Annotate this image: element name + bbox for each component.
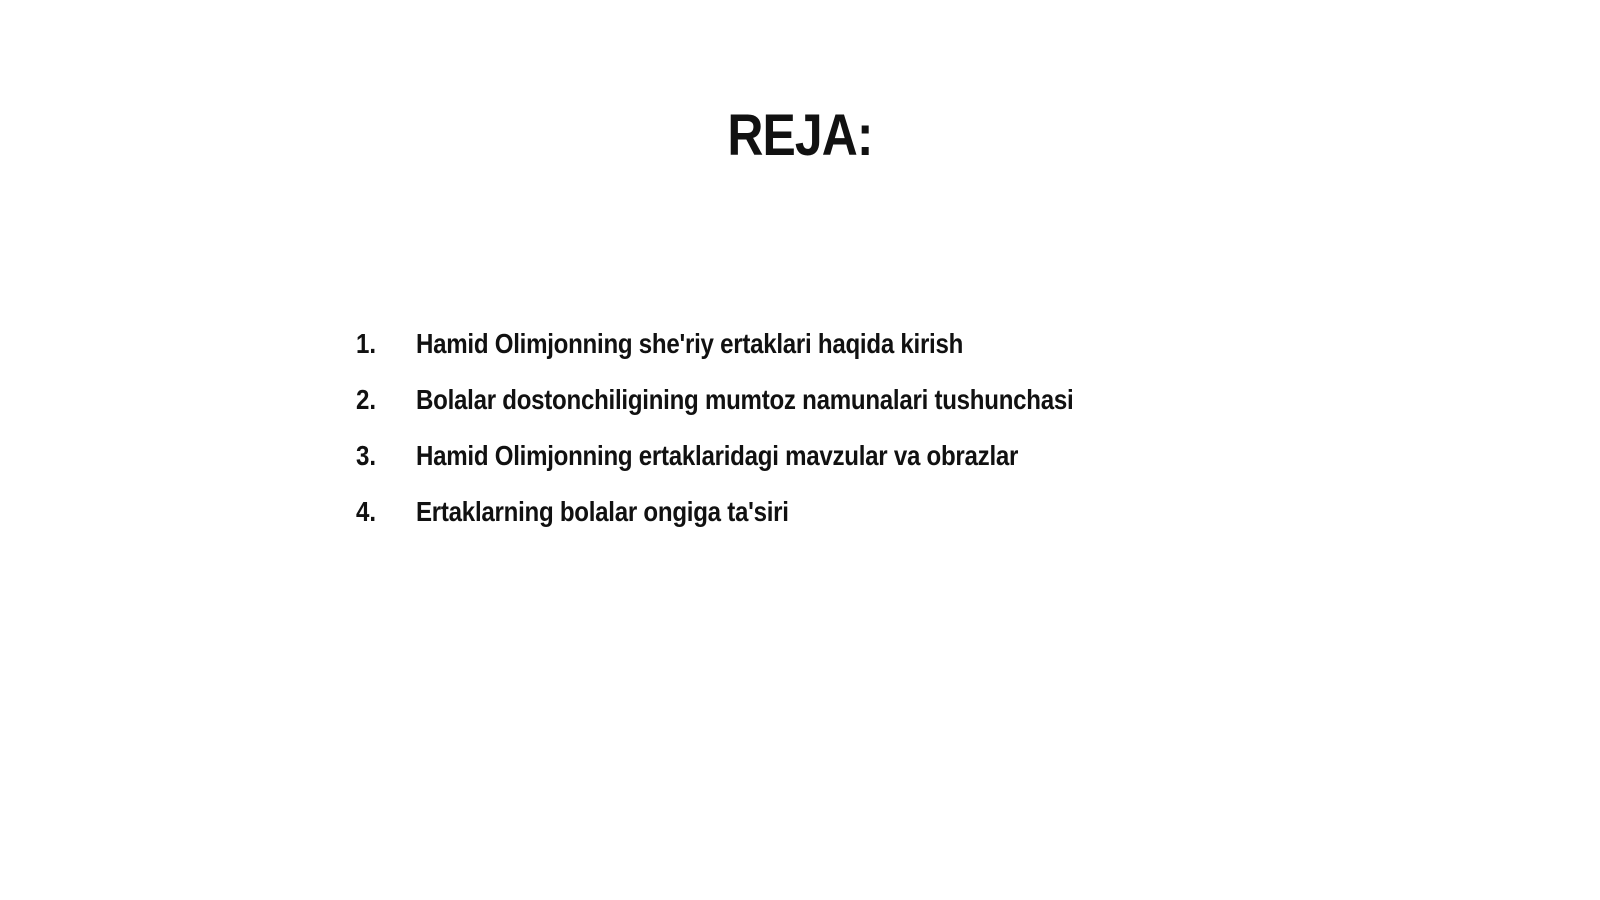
list-item-number: 2. <box>356 384 377 415</box>
slide-title: REJA: <box>727 103 873 168</box>
list-item-text: Ertaklarning bolalar ongiga ta'siri <box>416 496 789 527</box>
list-item-text: Hamid Olimjonning ertaklaridagi mavzular va obrazlar <box>416 440 1019 471</box>
list-item-text: Bolalar dostonchiligining mumtoz namunalari tushunchasi <box>416 384 1074 415</box>
list-item <box>356 384 1180 440</box>
list-item-number: 4. <box>356 496 377 527</box>
list-item <box>356 440 1180 496</box>
list-item <box>356 496 1180 552</box>
list-item <box>356 328 1180 384</box>
plan-list <box>356 328 1180 552</box>
list-item-number: 3. <box>356 440 377 471</box>
list-item-number: 1. <box>356 328 377 359</box>
list-item-text: Hamid Olimjonning she'riy ertaklari haqida kirish <box>416 328 964 359</box>
